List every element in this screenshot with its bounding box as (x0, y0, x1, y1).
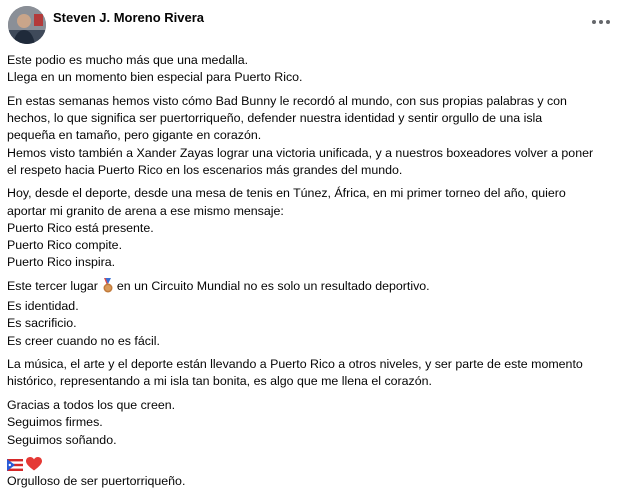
text-line: Seguimos soñando. (7, 432, 117, 447)
text-line: En estas semanas hemos visto cómo Bad Bunny le recordó al mundo, con sus propias palabras y con (7, 93, 567, 108)
text-line: La música, el arte y el deporte están llevando a Puerto Rico a otros niveles, y ser parte de este momento (7, 357, 583, 372)
text-line: Hemos visto también a Xander Zayas lograr una victoria unificada, y a nuestros boxeadores volver a poner (7, 145, 594, 160)
text-line: el respeto hacia Puerto Rico en los escenarios más grandes del mundo. (7, 162, 403, 177)
text-line: Es creer cuando no es fácil. (7, 333, 160, 348)
text-line: Puerto Rico compite. (7, 238, 123, 253)
bronze-medal-icon (102, 278, 114, 298)
paragraph-2 (7, 93, 619, 179)
puerto-rico-flag-icon (7, 459, 23, 471)
text-line: Es sacrificio. (7, 316, 77, 331)
author-name[interactable]: Steven J. Moreno Rivera (53, 10, 204, 25)
text-line: Es identidad. (7, 299, 79, 314)
text-line: Hoy, desde el deporte, desde una mesa de tenis en Túnez, África, en mi primer torneo del año, quiero (7, 186, 566, 201)
text-segment: Este tercer lugar (7, 278, 98, 293)
closing-line: Orgulloso de ser puertorriqueño. (7, 474, 186, 489)
paragraph-4 (7, 278, 619, 350)
medal-text-line (7, 278, 619, 298)
text-segment: en un Circuito Mundial no es solo un resultado deportivo. (116, 278, 430, 293)
text-line: pequeña en tamaño, pero gigante en corazón. (7, 128, 262, 143)
text-line: Puerto Rico está presente. (7, 220, 154, 235)
text-line: hechos, lo que significa ser puertorriqueño, defender nuestra identidad y sentir orgullo de una isla (7, 111, 543, 126)
text-line: Puerto Rico inspira. (7, 255, 116, 270)
more-options-icon[interactable] (587, 12, 615, 32)
text-line: Seguimos firmes. (7, 415, 103, 430)
text-line: Llega en un momento bien especial para Puerto Rico. (7, 70, 303, 85)
text-line: aportar mi granito de arena a ese mismo mensaje: (7, 203, 284, 218)
post-body (7, 52, 619, 490)
text-line: histórico, representando a mi isla tan bonita, es algo que me llena el corazón. (7, 374, 432, 389)
red-heart-icon (26, 457, 42, 471)
text-line: Este podio es mucho más que una medalla. (7, 53, 249, 67)
paragraph-5 (7, 356, 619, 390)
author-avatar[interactable] (8, 6, 46, 44)
post-header (8, 6, 617, 46)
paragraph-3 (7, 185, 619, 271)
paragraph-6 (7, 397, 619, 449)
emoji-line (7, 455, 619, 473)
paragraph-1 (7, 52, 619, 86)
text-line: Gracias a todos los que creen. (7, 398, 176, 413)
